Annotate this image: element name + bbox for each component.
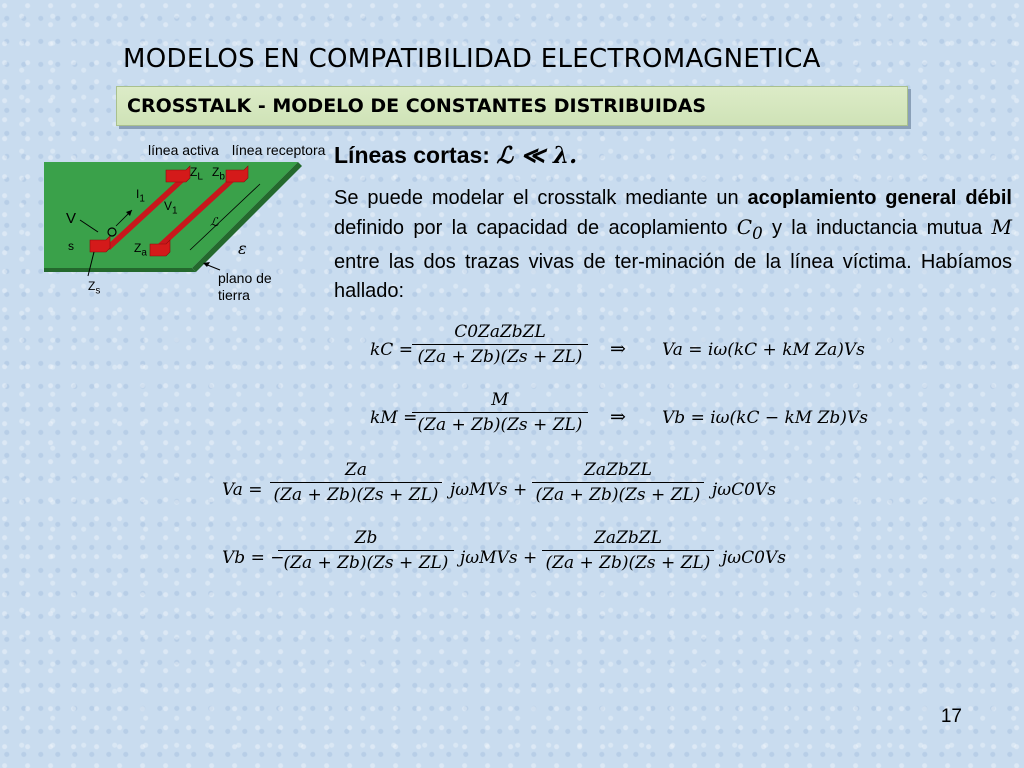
pcb-crosstalk-figure xyxy=(40,140,330,310)
eq-km-lhs: kM = xyxy=(370,408,418,428)
heading-condition: ℒ ≪ λ. xyxy=(496,142,578,169)
eq-km-arrow: ⇒ xyxy=(610,406,626,428)
eq-kc-rhs: Va = iω(kC + kM Za)Vs xyxy=(662,340,865,360)
eq-va-end: jωC0Vs xyxy=(712,480,776,500)
label-receiving-line: línea receptora xyxy=(232,142,326,158)
eq-va-fraction-2: ZaZbZL (Za + Zb)(Zs + ZL) xyxy=(532,460,704,505)
eq-kc-fraction: C0ZaZbZL (Za + Zb)(Zs + ZL) xyxy=(412,322,588,367)
label-vs-sub: s xyxy=(68,239,74,253)
label-za: $Z_a$ xyxy=(134,241,147,259)
eq-kc-lhs: kC = xyxy=(370,340,413,360)
description-paragraph: Se puede modelar el crosstalk mediante un acoplamiento general débil definido por la capacidad de acoplamiento $C_0$ y la inductancia mutua M entre las dos trazas vivas de ter-minación de la línea víctima. Habíamos hallado: xyxy=(334,187,1013,302)
label-epsilon: ε xyxy=(238,239,247,258)
equation-kc xyxy=(370,322,870,380)
label-active-line: línea activa xyxy=(148,142,219,158)
section-heading: Líneas cortas: ℒ ≪ λ. xyxy=(334,142,578,169)
page-number: 17 xyxy=(940,706,962,727)
label-length: ℒ xyxy=(210,215,219,229)
eq-vb-fraction-2: ZaZbZL (Za + Zb)(Zs + ZL) xyxy=(542,528,714,573)
eq-vb-end: jωC0Vs xyxy=(722,548,786,568)
eq-va-fraction-1: Za (Za + Zb)(Zs + ZL) xyxy=(270,460,442,505)
label-zl: $Z_L$ xyxy=(190,165,203,183)
equation-vb xyxy=(222,528,822,590)
label-zb: $Z_b$ xyxy=(212,165,225,183)
subtitle-banner xyxy=(116,86,908,126)
equation-va xyxy=(222,460,822,522)
label-vs: V xyxy=(66,210,77,227)
eq-va-mid: jωMVs + xyxy=(450,480,528,500)
eq-vb-lhs: Vb = − xyxy=(222,548,285,568)
bold-term: acoplamiento general débil xyxy=(747,187,1012,209)
slide-title: MODELOS EN COMPATIBILIDAD ELECTROMAGNETICA xyxy=(123,44,821,74)
eq-kc-arrow: ⇒ xyxy=(610,338,626,360)
label-v1: $V_1$ xyxy=(164,199,178,217)
eq-vb-mid: jωMVs + xyxy=(460,548,538,568)
eq-km-fraction: M (Za + Zb)(Zs + ZL) xyxy=(412,390,588,435)
label-i1: $I_1$ xyxy=(136,187,145,205)
label-zs: $Z_s$ xyxy=(88,279,101,297)
board-edge-front xyxy=(44,268,196,272)
slide-subtitle: CROSSTALK - MODELO DE CONSTANTES DISTRIBUIDAS xyxy=(127,95,707,117)
eq-vb-fraction-1: Zb (Za + Zb)(Zs + ZL) xyxy=(278,528,454,573)
eq-km-rhs: Vb = iω(kC − kM Zb)Vs xyxy=(662,408,868,428)
equation-km xyxy=(370,390,870,448)
eq-va-lhs: Va = xyxy=(222,480,263,500)
label-ground-plane: plano de tierra xyxy=(218,270,272,303)
